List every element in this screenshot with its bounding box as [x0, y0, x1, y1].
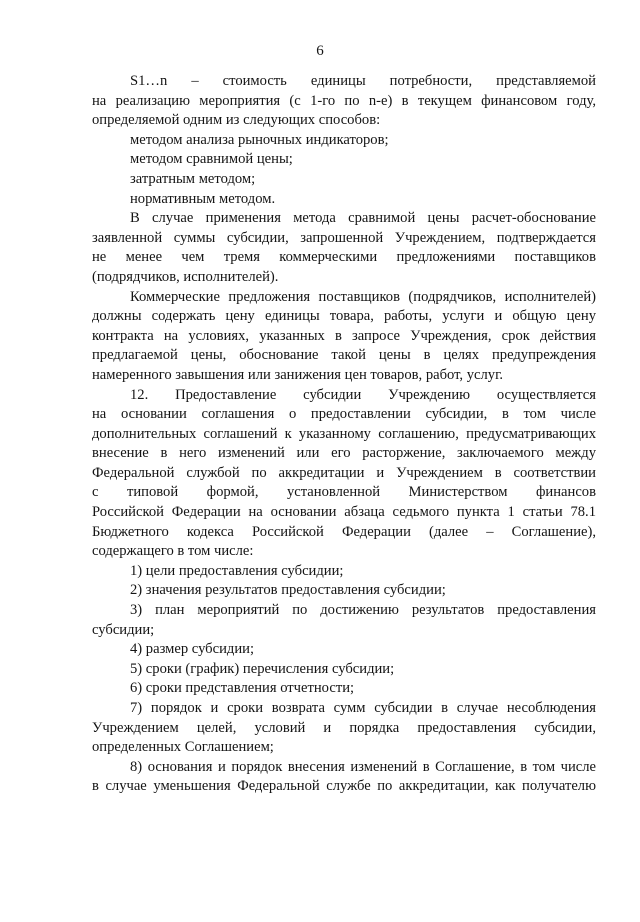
- text-line: Коммерческие предложения поставщиков (подрядчиков, исполнителей): [130, 288, 596, 305]
- text-line: 3) план мероприятий по достижению результатов предоставления: [130, 602, 596, 619]
- text-line: методом сравнимой цены;: [130, 151, 293, 168]
- text-line: нормативным методом.: [130, 190, 276, 207]
- text-line: методом анализа рыночных индикаторов;: [130, 131, 389, 148]
- text-line: 4) размер субсидии;: [130, 641, 254, 658]
- document-body: [92, 72, 596, 797]
- text-line: намеренного завышения или занижения цен товаров, работ, услуг.: [92, 366, 504, 383]
- page-number: 6: [316, 43, 324, 59]
- text-line: Федеральной службой по аккредитации и Учреждением в соответствии: [92, 464, 596, 481]
- text-line: определяемой одним из следующих способов:: [92, 112, 381, 129]
- text-line: содержащего в том числе:: [92, 543, 254, 560]
- text-line: Бюджетного кодекса Российской Федерации (далее – Соглашение),: [92, 523, 596, 540]
- text-line: должны содержать цену единицы товара, работы, услуги и общую цену: [92, 308, 596, 325]
- text-line: 5) сроки (график) перечисления субсидии;: [130, 660, 395, 677]
- text-line: субсидии;: [92, 621, 155, 638]
- text-line: определенных Соглашением;: [92, 739, 274, 756]
- text-line: S1…n – стоимость единицы потребности, представляемой: [130, 73, 596, 89]
- text-line: Учреждением целей, условий и порядка предоставления субсидии,: [92, 719, 596, 736]
- text-line: не менее чем тремя коммерческими предложениями поставщиков: [92, 249, 596, 266]
- text-line: затратным методом;: [130, 170, 256, 187]
- text-line: 2) значения результатов предоставления субсидии;: [130, 582, 446, 599]
- text-line: заявленной суммы субсидии, запрошенной Учреждением, подтверждается: [92, 229, 596, 246]
- text-line: в случае уменьшения Федеральной службе по аккредитации, как получателю: [92, 778, 596, 795]
- text-line: на реализацию мероприятия (с 1-го по n-е) в текущем финансовом году,: [92, 92, 596, 109]
- text-line: В случае применения метода сравнимой цены расчет-обоснование: [130, 210, 596, 227]
- text-line: дополнительных соглашений к указанному соглашению, предусматривающих: [92, 425, 596, 442]
- text-line: внесение в него изменений или его расторжение, заключаемого между: [92, 445, 596, 462]
- text-line: 7) порядок и сроки возврата сумм субсидии в случае несоблюдения: [130, 700, 596, 716]
- text-line: на основании соглашения о предоставлении субсидии, в том числе: [92, 406, 596, 423]
- text-line: 6) сроки представления отчетности;: [130, 680, 355, 697]
- text-line: Российской Федерации на основании абзаца седьмого пункта 1 статьи 78.1: [92, 504, 596, 521]
- text-line: контракта на условиях, указанных в запросе Учреждения, срок действия: [92, 327, 596, 344]
- text-line: 12. Предоставление субсидии Учреждению осуществляется: [130, 386, 596, 403]
- text-line: 8) основания и порядок внесения изменений в Соглашение, в том числе: [130, 758, 596, 775]
- text-line: с типовой формой, установленной Министерством финансов: [92, 484, 596, 501]
- text-line: 1) цели предоставления субсидии;: [130, 562, 344, 579]
- text-line: предлагаемой цены, обоснование такой цены в целях предупреждения: [92, 347, 596, 364]
- text-line: (подрядчиков, исполнителей).: [92, 268, 279, 285]
